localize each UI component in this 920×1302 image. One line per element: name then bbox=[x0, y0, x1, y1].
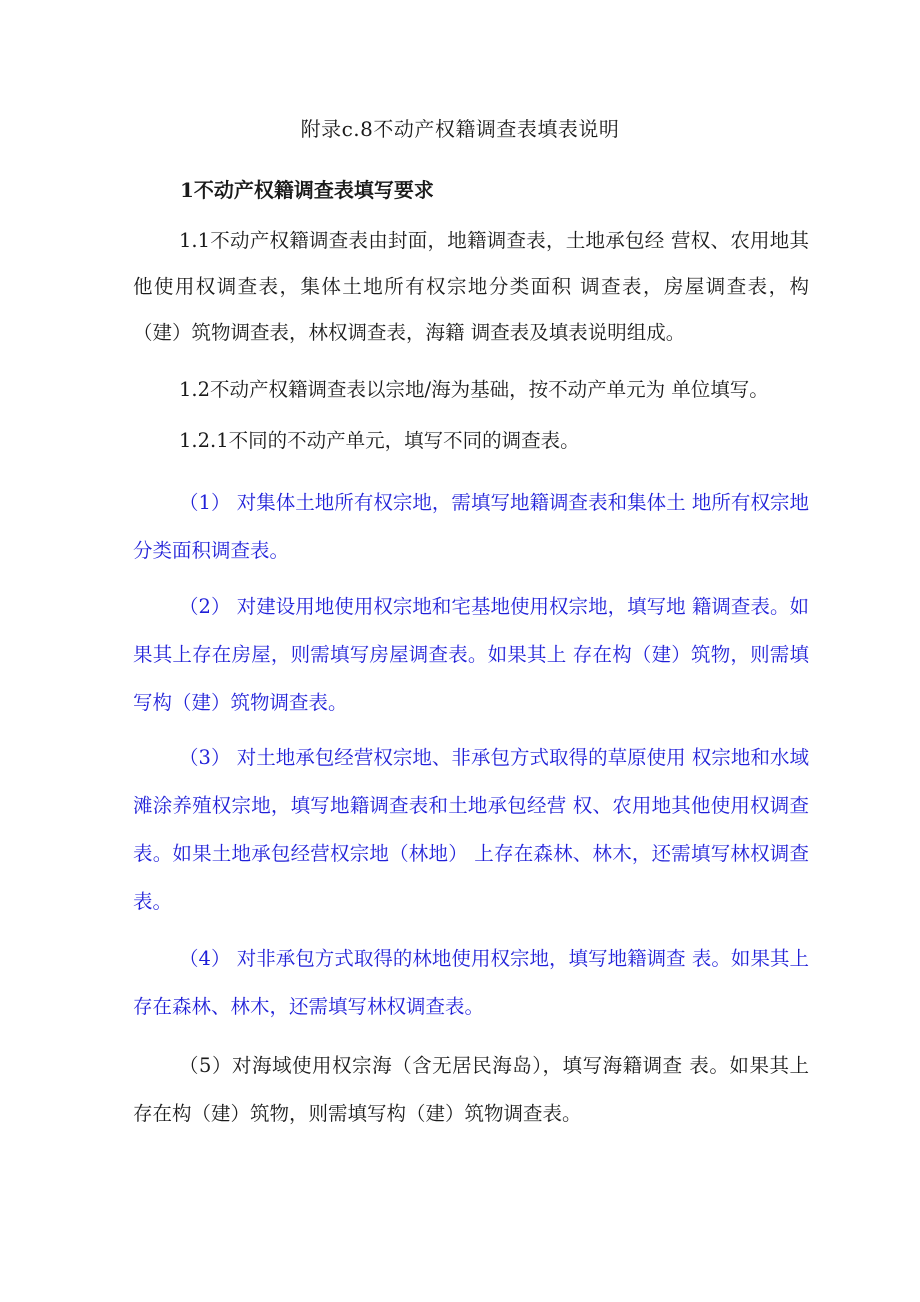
paragraph-1-2: 1.2不动产权籍调查表以宗地/海为基础，按不动产单元为 单位填写。 bbox=[179, 378, 769, 401]
list-item-1: （1） 对集体土地所有权宗地，需填写地籍调查表和集体土 地所有权宗地分类面积调查表。 bbox=[133, 491, 809, 562]
paragraph-1-2-1: 1.2.1不同的不动产单元，填写不同的调查表。 bbox=[179, 429, 580, 452]
paragraph-1-1: 1.1不动产权籍调查表由封面，地籍调查表，土地承包经 营权、农用地其他使用权调查表，集体土地所有权宗地分类面积 调查表，房屋调查表，构（建）筑物调查表，林权调查表，海籍 调查表及填表说明组成。 bbox=[133, 229, 809, 344]
list-item-2: （2） 对建设用地使用权宗地和宅基地使用权宗地，填写地 籍调查表。如果其上存在房屋，则需填写房屋调查表。如果其上 存在构（建）筑物，则需填写构（建）筑物调查表。 bbox=[133, 595, 809, 714]
list-item-5: （5）对海域使用权宗海（含无居民海岛），填写海籍调查 表。如果其上存在构（建）筑物，则需填写构（建）筑物调查表。 bbox=[133, 1054, 809, 1125]
document-title: 附录c.8不动产权籍调查表填表说明 bbox=[300, 117, 620, 141]
list-item-4: （4） 对非承包方式取得的林地使用权宗地，填写地籍调查 表。如果其上存在森林、林木，还需填写林权调查表。 bbox=[133, 947, 809, 1018]
section-heading: 1不动产权籍调查表填写要求 bbox=[180, 178, 434, 202]
list-item-3: （3） 对土地承包经营权宗地、非承包方式取得的草原使用 权宗地和水域滩涂养殖权宗地，填写地籍调查表和土地承包经营 权、农用地其他使用权调查表。如果土地承包经营权宗地（林地） 上存在森林、林木，还需填写林权调查表。 bbox=[133, 746, 809, 913]
